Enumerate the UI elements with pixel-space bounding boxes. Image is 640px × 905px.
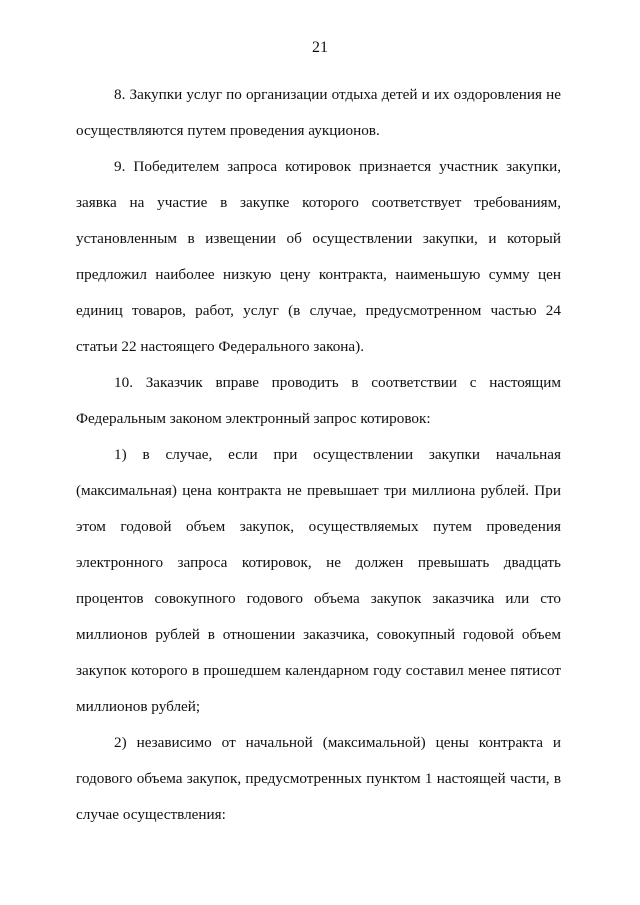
page-number: 21: [312, 39, 328, 56]
paragraph-10: 10. Заказчик вправе проводить в соответствии с настоящим Федеральным законом электронный запрос котировок:: [76, 374, 561, 427]
paragraph-9: 9. Победителем запроса котировок признается участник закупки, заявка на участие в закупке которого соответствует требованиям, установленным в извещении об осуществлении закупки, и который предложил наиболее низкую цену контракта, наименьшую сумму цен единиц товаров, работ, услуг (в случае, предусмотренном частью 24 статьи 22 настоящего Федерального закона).: [76, 158, 561, 355]
paragraph-8: 8. Закупки услуг по организации отдыха детей и их оздоровления не осуществляются путем проведения аукционов.: [76, 86, 561, 139]
paragraph-10-item-2: 2) независимо от начальной (максимальной) цены контракта и годового объема закупок, предусмотренных пунктом 1 настоящей части, в случае осуществления:: [76, 734, 561, 823]
document-body: [76, 77, 561, 833]
paragraph-10-item-1: 1) в случае, если при осуществлении закупки начальная (максимальная) цена контракта не превышает три миллиона рублей. При этом годовой объем закупок, осуществляемых путем проведения электронного запроса котировок, не должен превышать двадцать процентов совокупного годового объема закупок заказчика или сто миллионов рублей в отношении заказчика, совокупный годовой объем закупок которого в прошедшем календарном году составил менее пятисот миллионов рублей;: [76, 446, 561, 715]
